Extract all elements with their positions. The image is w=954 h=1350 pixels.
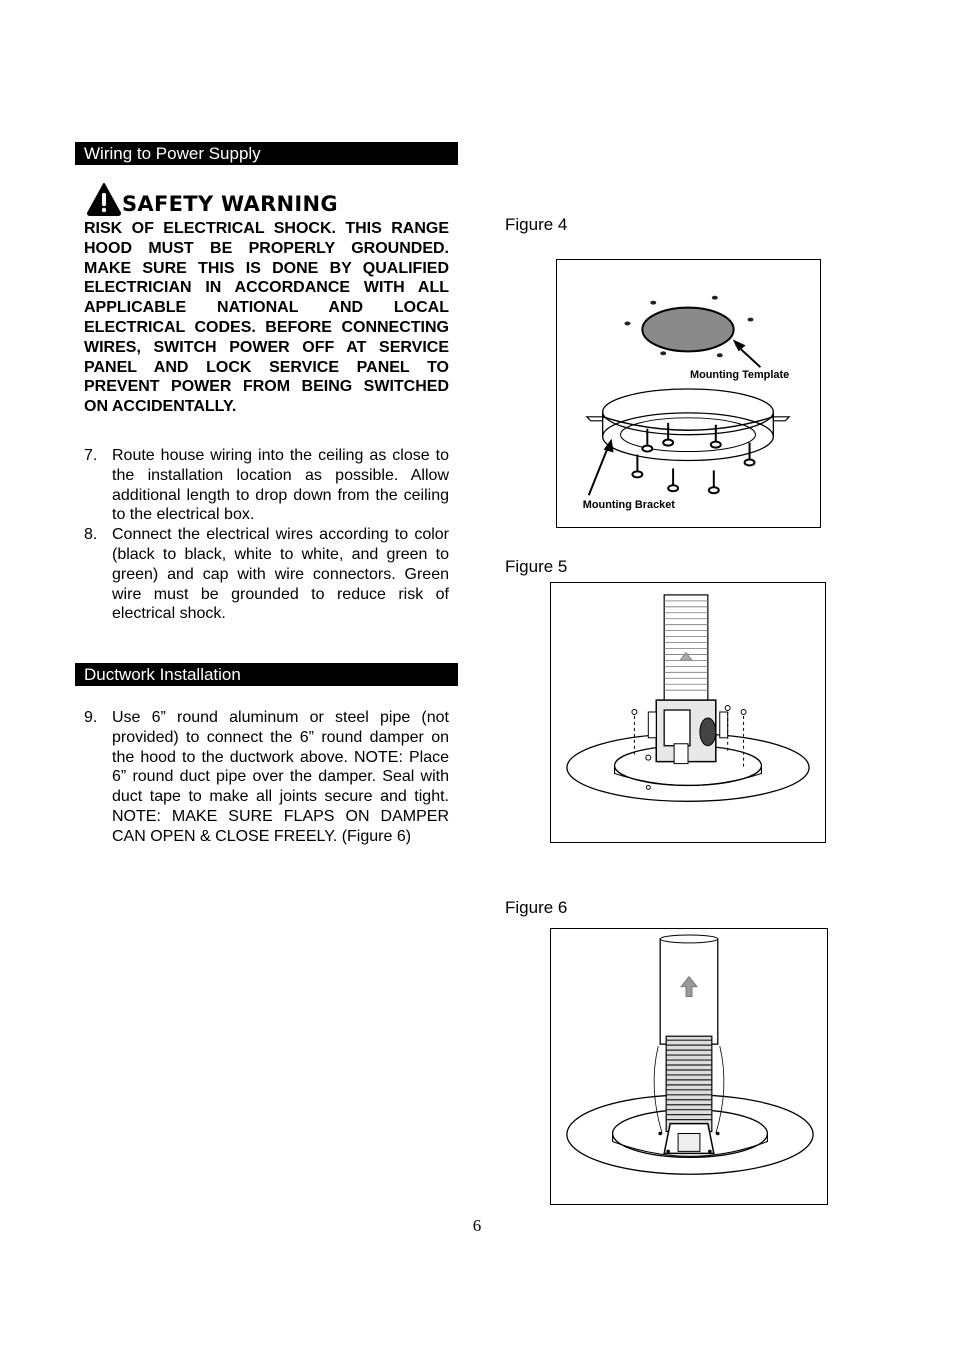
list-item — [84, 525, 449, 624]
mounting-template-label: Mounting Template — [689, 369, 790, 382]
list-item — [84, 708, 449, 847]
warning-triangle-icon — [86, 182, 122, 216]
step-text: Connect the electrical wires according to color (black to black, white to white, and green to green) and cap with wire connectors. Green wire must be grounded to reduce risk of electrical shock. — [112, 526, 449, 623]
step-number: 7. — [84, 447, 98, 464]
step-number: 9. — [84, 709, 98, 726]
page-number: 6 — [472, 1216, 482, 1235]
figure-5-caption: Figure 5 — [505, 557, 568, 576]
ductwork-steps-list — [84, 708, 449, 847]
figure-6-caption: Figure 6 — [505, 898, 568, 917]
figure-4-illustration — [556, 259, 821, 528]
wiring-steps-list — [84, 446, 449, 624]
safety-warning-text: RISK OF ELECTRICAL SHOCK. THIS RANGE HOOD MUST BE PROPERLY GROUNDED. MAKE SURE THIS IS DONE BY QUALIFIED ELECTRICIAN IN ACCORDANCE WITH ALL APPLICABLE NATIONAL AND LOCAL ELECTRICAL CODES. BEFORE CONNECTING WIRES, SWITCH POWER OFF AT SERVICE PANEL AND LOCK SERVICE PANEL TO PREVENT POWER FROM BEING SWITCHED ON ACCIDENTALLY. — [84, 220, 449, 416]
safety-warning-title: SAFETY WARNING — [122, 192, 338, 216]
section-header-ductwork: Ductwork Installation — [75, 663, 458, 686]
step-text: Use 6” round aluminum or steel pipe (not provided) to connect the 6” round damper on the hood to the ductwork above. NOTE: Place 6” round duct pipe over the damper. Seal with duct tape to make all joints secure and tight. NOTE: MAKE SURE FLAPS ON DAMPER CAN OPEN & CLOSE FREELY. (Figure 6) — [112, 709, 449, 845]
figure-5-illustration — [550, 582, 826, 843]
step-number: 8. — [84, 526, 98, 544]
list-item — [84, 446, 449, 525]
figure-4-caption: Figure 4 — [505, 215, 568, 234]
figure-6-illustration — [550, 928, 828, 1205]
mounting-bracket-label: Mounting Bracket — [582, 499, 675, 512]
section-header-wiring: Wiring to Power Supply — [75, 142, 458, 165]
safety-warning-heading — [86, 180, 338, 216]
step-text: Route house wiring into the ceiling as close to the installation location as possible. Allow additional length to drop down from the ceiling to the electrical box. — [112, 447, 449, 524]
